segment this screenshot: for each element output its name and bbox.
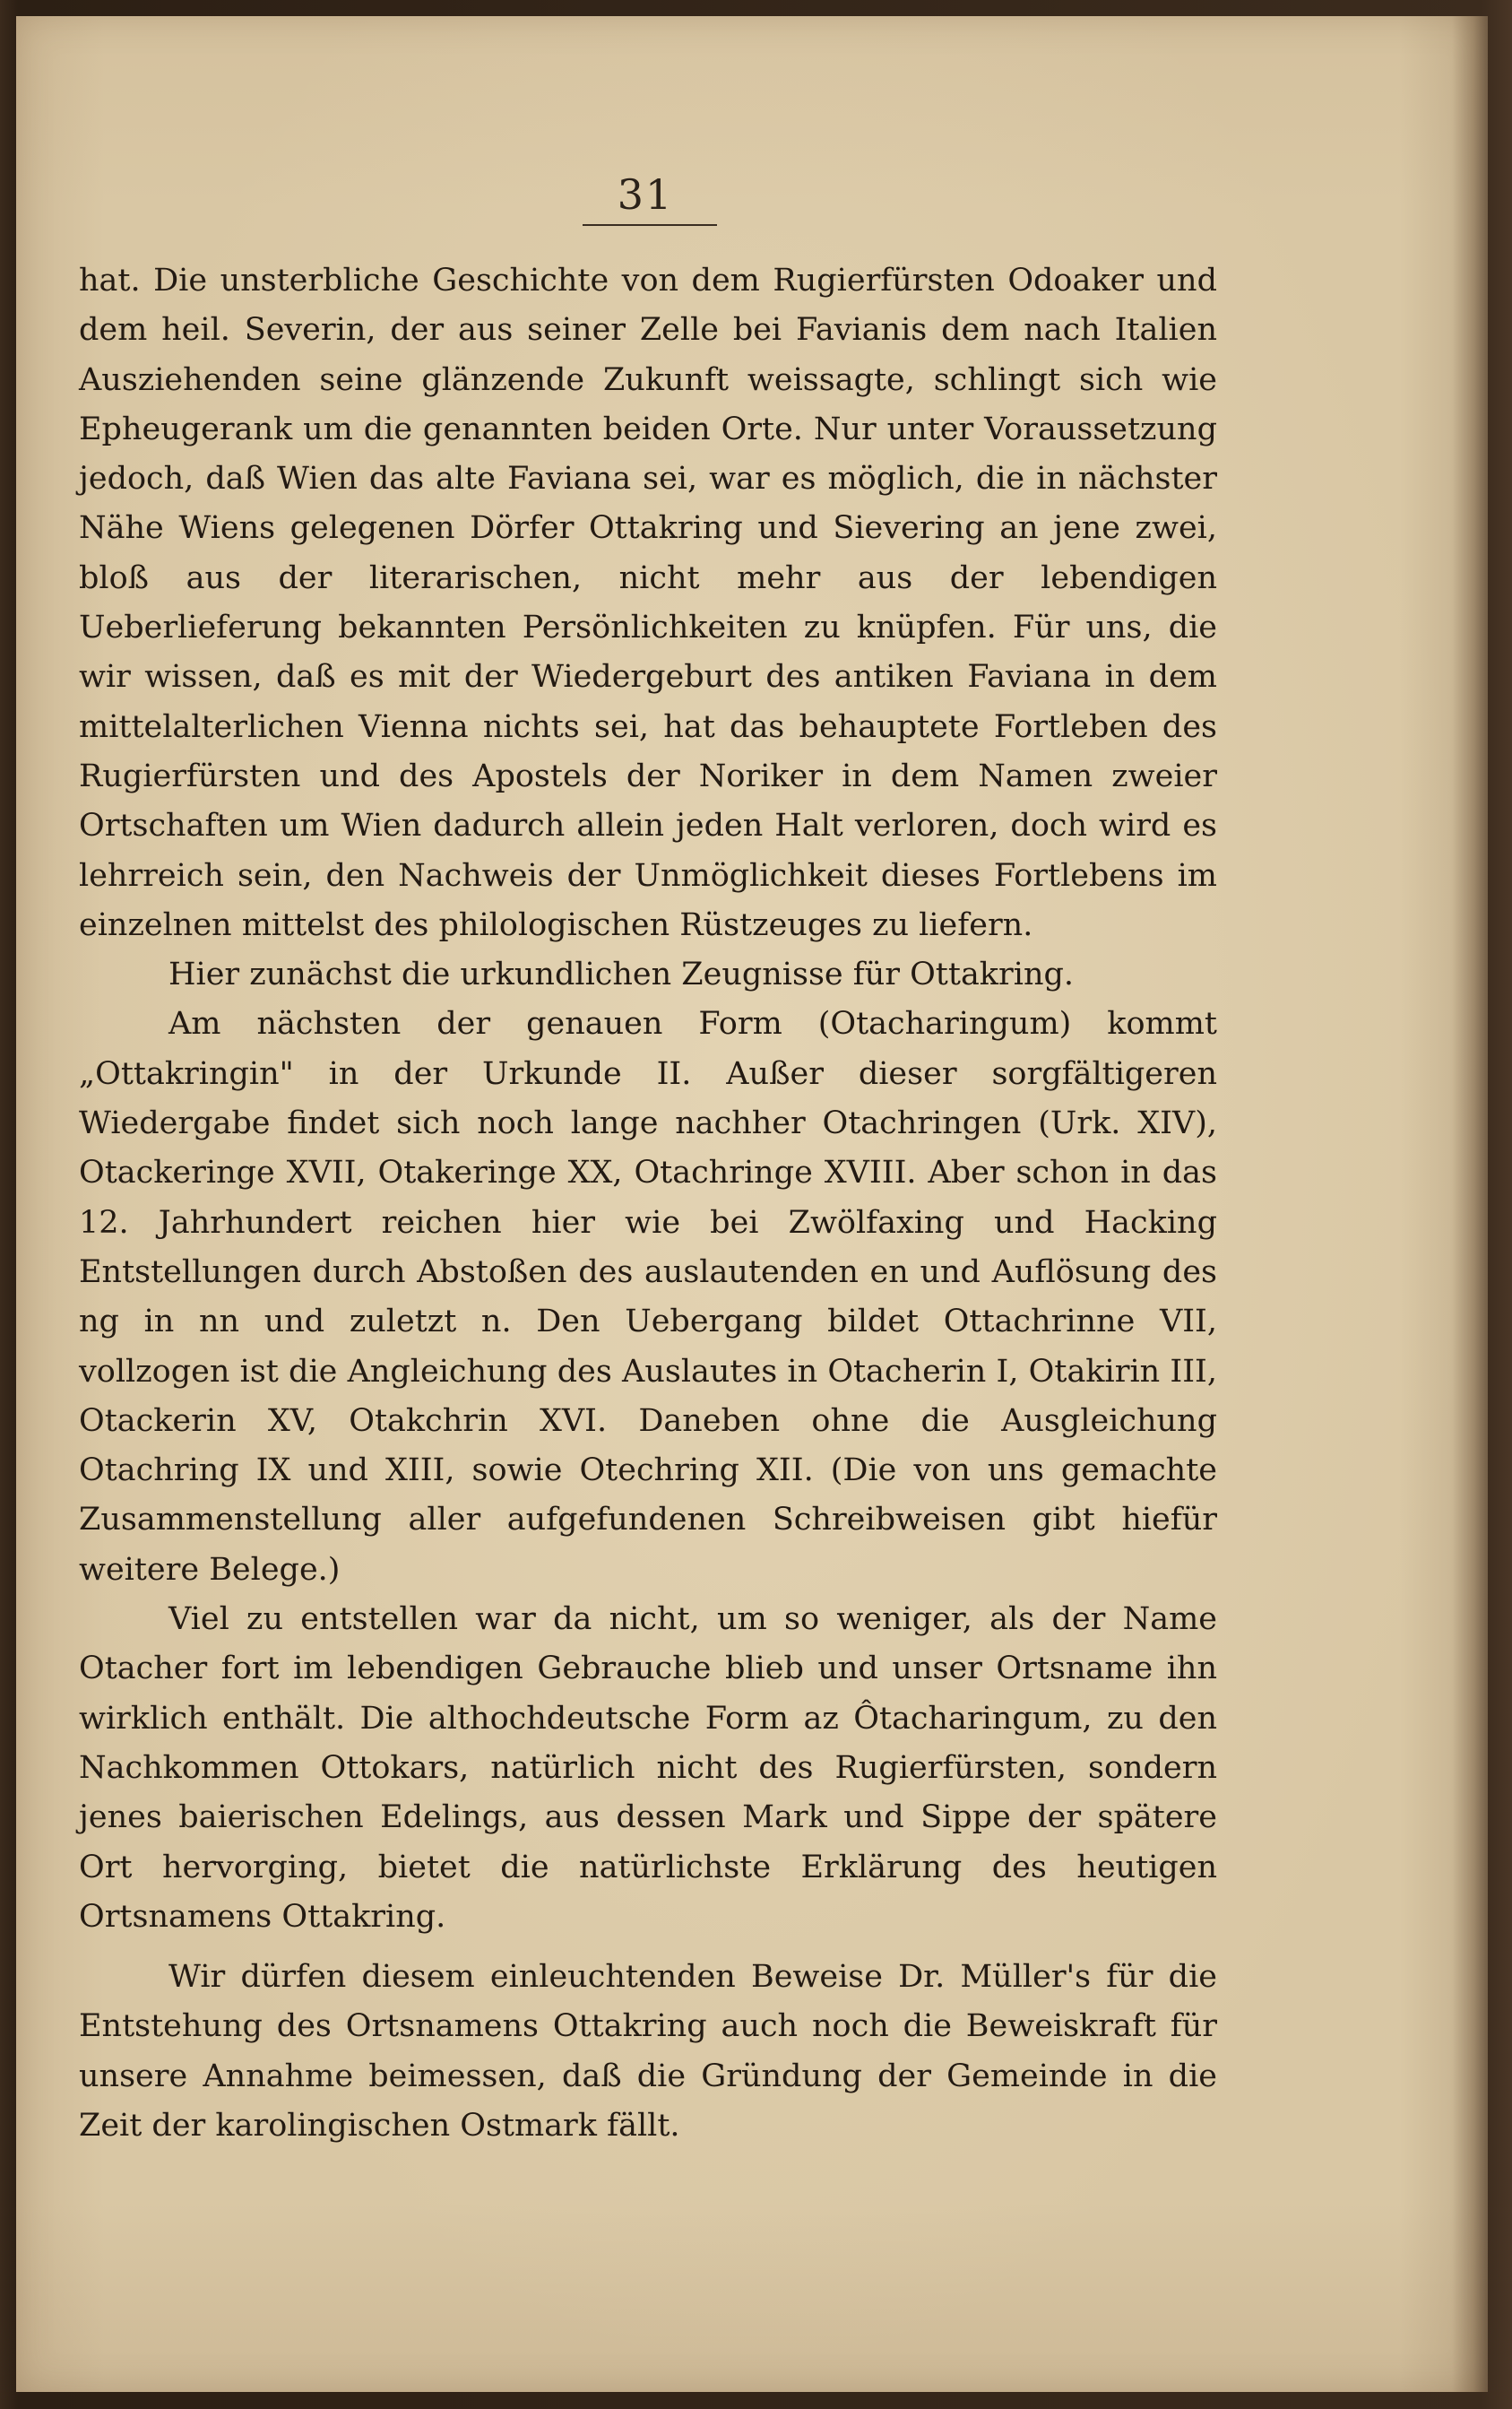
- paragraph-2: Hier zunächst die urkundlichen Zeugnisse für Ottakring.: [168, 957, 1075, 993]
- page-number: 31: [617, 170, 674, 219]
- paragraph-4: Viel zu entstellen war da nicht, um so weniger, als der Name Otacher fort im lebendigen Gebrauche blieb und unser Ortsname ihn wirklich enthält. Die althochdeutsche Form az Ôtacharingum, zu den Nachkommen Ottokars, natürlich nicht des Rugierfürsten, sondern jenes baierischen Edelings, aus dessen Mark und Sippe der spätere Ort hervorging, bietet die natürlichste Erklärung des heutigen Ortsnamens Ottakring.: [79, 1601, 1217, 1935]
- page-spine-shadow: [1452, 16, 1488, 2392]
- paragraph-5: Wir dürfen diesem einleuchtenden Beweise Dr. Müller's für die Entstehung des Ortsnamens Ottakring auch noch die Beweiskraft für unsere Annahme beimessen, daß die Gründung der Gemeinde in die Zeit der karolingischen Ostmark fällt.: [79, 1959, 1217, 2144]
- paragraph-1: hat. Die unsterbliche Geschichte von dem Rugierfürsten Odoaker und dem heil. Severin, der aus seiner Zelle bei Favianis dem nach Italien Ausziehenden seine glänzende Zukunft weissagte, schlingt sich wie Epheugerank um die genannten beiden Orte. Nur unter Voraussetzung jedoch, daß Wien das alte Faviana sei, war es möglich, die in nächster Nähe Wiens gelegenen Dörfer Ottakring und Sievering an jene zwei, bloß aus der literarischen, nicht mehr aus der lebendigen Ueberlieferung bekannten Persönlichkeiten zu knüpfen. Für uns, die wir wissen, daß es mit der Wiedergeburt des antiken Faviana in dem mittelalterlichen Vienna nichts sei, hat das behauptete Fortleben des Rugierfürsten und des Apostels der Noriker in dem Namen zweier Ortschaften um Wien dadurch allein jeden Halt verloren, doch wird es lehrreich sein, den Nachweis der Unmöglichkeit dieses Fortlebens im einzelnen mittelst des philologischen Rüstzeuges zu liefern.: [79, 263, 1217, 943]
- body-text: [79, 256, 1217, 2151]
- page-number-rule: [583, 224, 717, 226]
- paragraph-3: Am nächsten der genauen Form (Otacharingum) kommt „Ottakringin" in der Urkunde II. Außer dieser sorgfältigeren Wiedergabe findet sich noch lange nachher Otachringen (Urk. XIV), Otackeringe XVII, Otakeringe XX, Otachringe XVIII. Aber schon in das 12. Jahrhundert reichen hier wie bei Zwölfaxing und Hacking Entstellungen durch Abstoßen des auslautenden en und Auflösung des ng in nn und zuletzt n. Den Uebergang bildet Ottachrinne VII, vollzogen ist die Angleichung des Auslautes in Otacherin I, Otakirin III, Otackerin XV, Otakchrin XVI. Daneben ohne die Ausgleichung Otachring IX und XIII, sowie Otechring XII. (Die von uns gemachte Zusammenstellung aller aufgefundenen Schreibweisen gibt hiefür weitere Belege.): [79, 1006, 1217, 1588]
